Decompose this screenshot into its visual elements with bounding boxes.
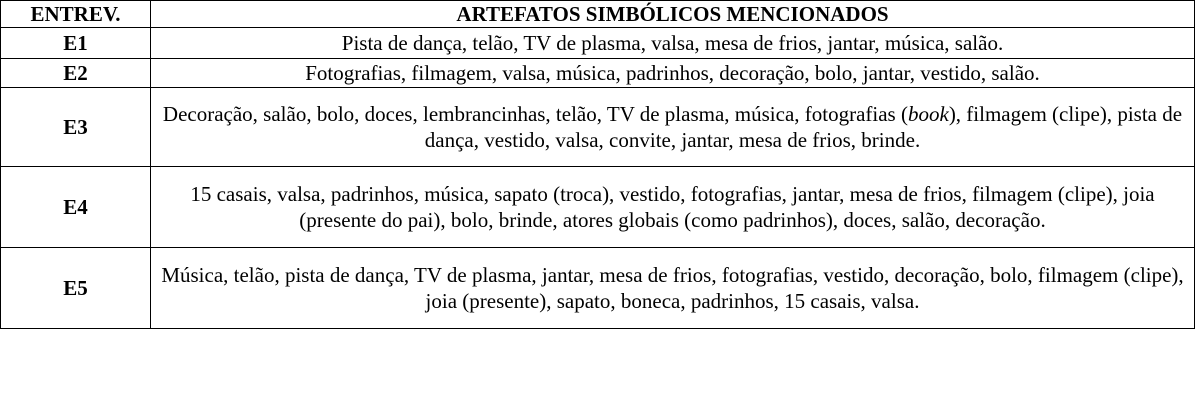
- artifacts-cell: [151, 88, 1195, 167]
- header-artifacts: ARTEFATOS SIMBÓLICOS MENCIONADOS: [151, 1, 1195, 28]
- interview-id: E2: [1, 59, 151, 88]
- table-row: [1, 167, 1195, 248]
- table-row: [1, 248, 1195, 329]
- artifacts-cell: Fotografias, filmagem, valsa, música, padrinhos, decoração, bolo, jantar, vestido, salão.: [151, 59, 1195, 88]
- table-row: [1, 88, 1195, 167]
- table-header-row: [1, 1, 1195, 28]
- artifacts-cell: Música, telão, pista de dança, TV de plasma, jantar, mesa de frios, fotografias, vestido, decoração, bolo, filmagem (clipe), joia (presente), sapato, boneca, padrinhos, 15 casais, valsa.: [151, 248, 1195, 329]
- artifacts-text-italic: book: [907, 102, 949, 126]
- interview-id: E3: [1, 88, 151, 167]
- interview-id: E1: [1, 28, 151, 59]
- artifacts-cell: Pista de dança, telão, TV de plasma, valsa, mesa de frios, jantar, música, salão.: [151, 28, 1195, 59]
- interview-id: E5: [1, 248, 151, 329]
- table-row: [1, 59, 1195, 88]
- artifacts-text-start: Decoração, salão, bolo, doces, lembrancinhas, telão, TV de plasma, música, fotografias (: [162, 102, 908, 126]
- artifacts-text-end: ), filmagem (clipe), pista de dança, vestido, valsa, convite, jantar, mesa de frios, brinde.: [424, 102, 1183, 152]
- interview-id: E4: [1, 167, 151, 248]
- header-interview: ENTREV.: [1, 1, 151, 28]
- table-row: [1, 28, 1195, 59]
- artifacts-cell: 15 casais, valsa, padrinhos, música, sapato (troca), vestido, fotografias, jantar, mesa de frios, filmagem (clipe), joia (presente do pai), bolo, brinde, atores globais (como padrinhos), doces, salão, decoração.: [151, 167, 1195, 248]
